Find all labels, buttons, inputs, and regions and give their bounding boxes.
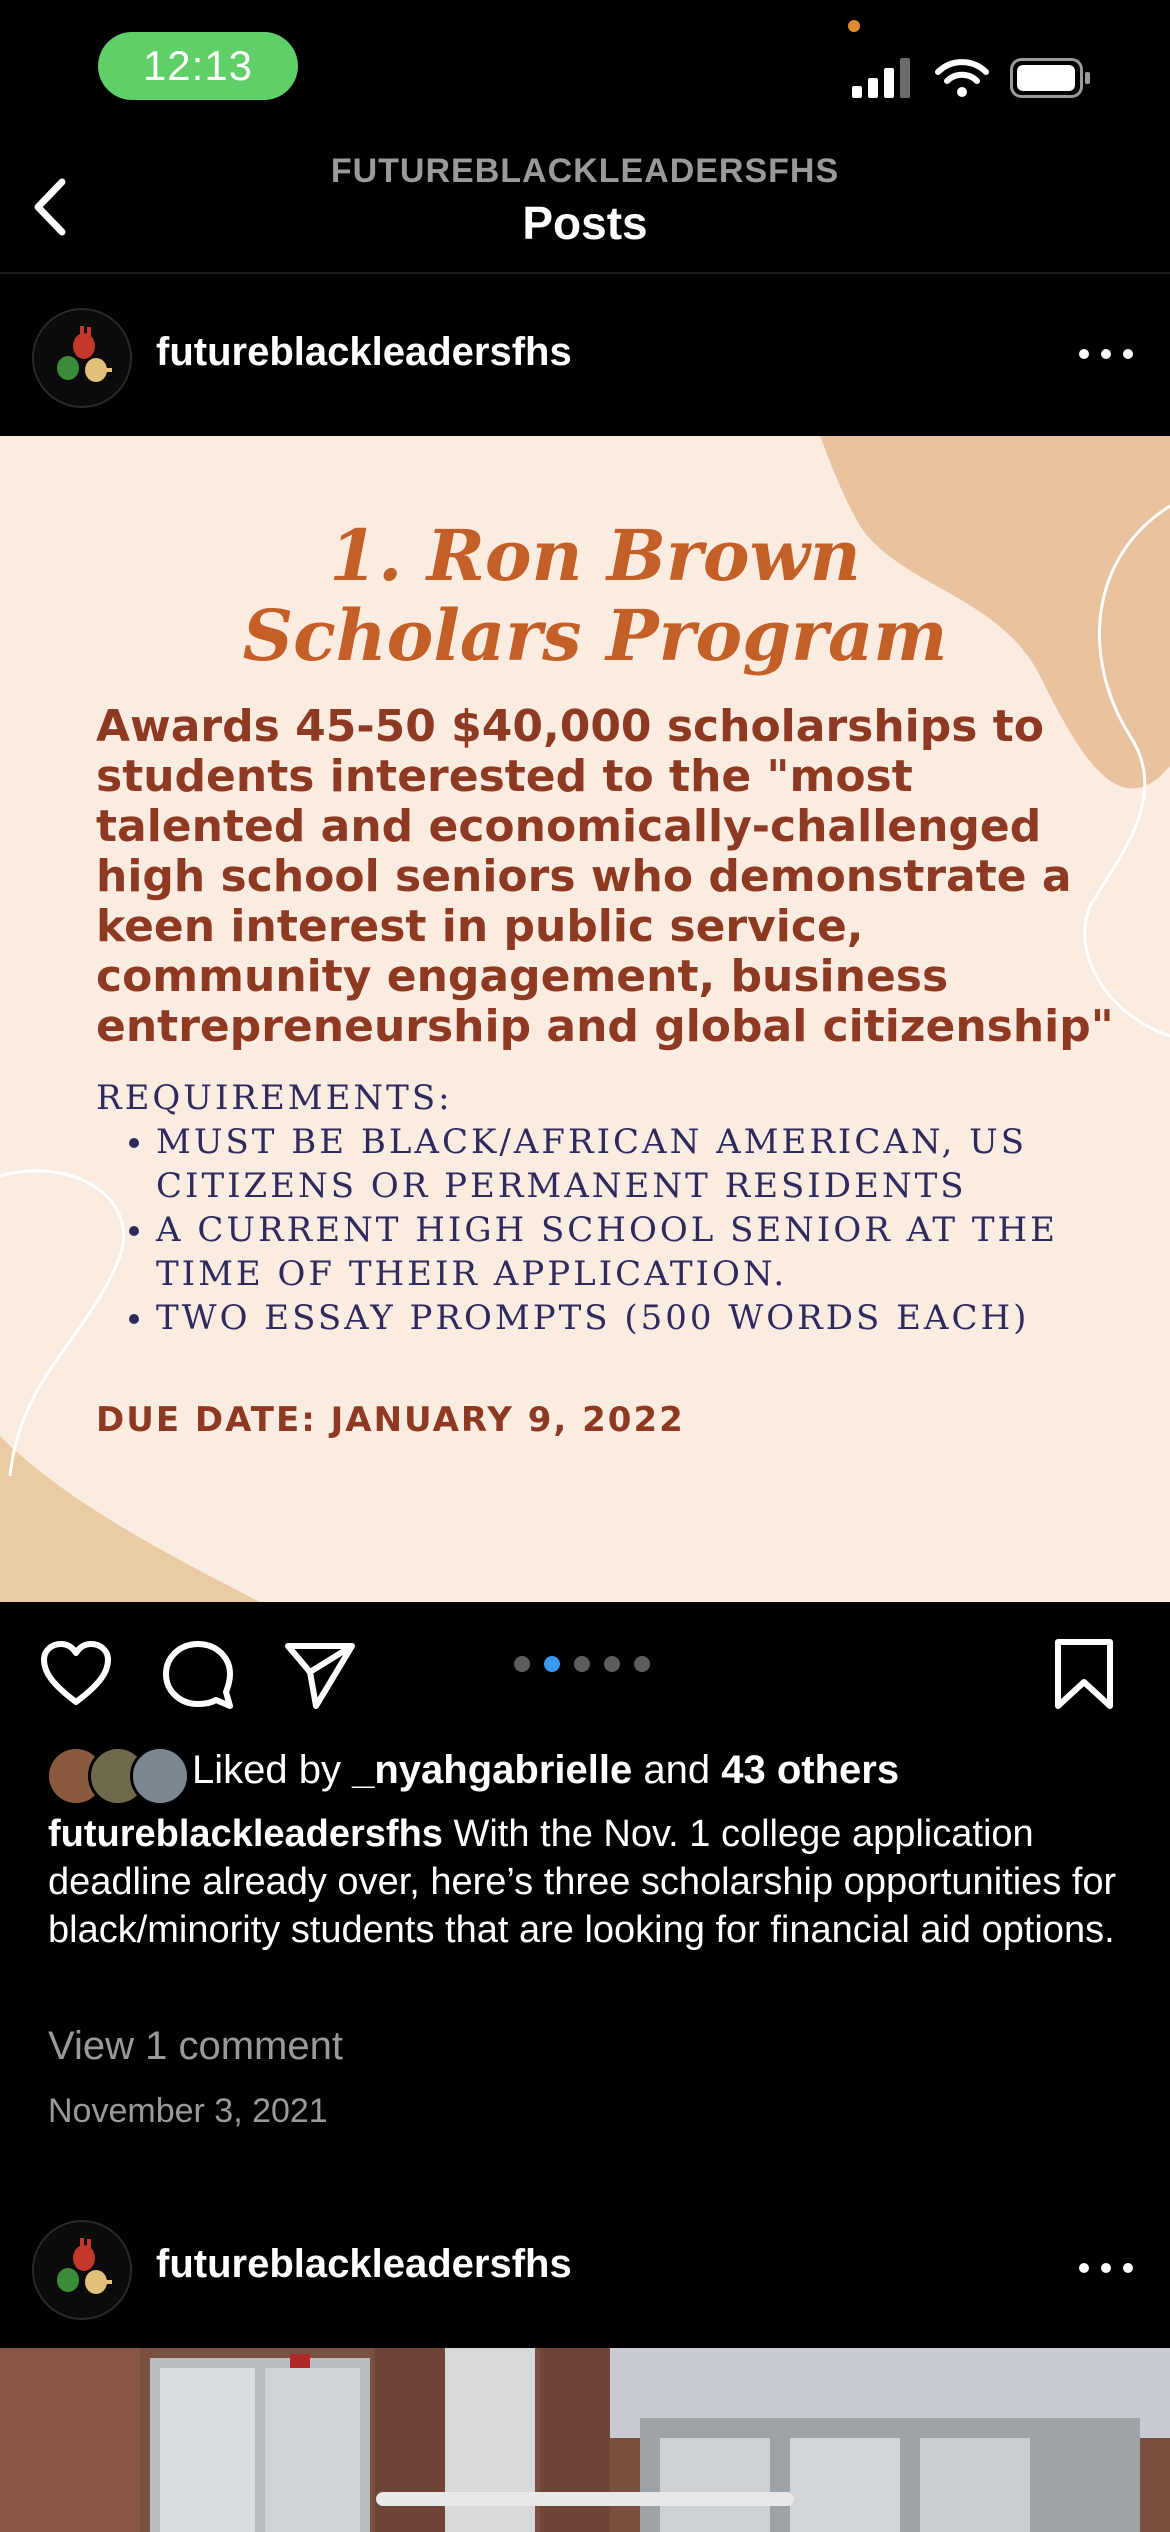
due-date: DUE DATE: JANUARY 9, 2022: [96, 1400, 685, 1440]
post-date: November 3, 2021: [48, 2092, 328, 2130]
caption-text: With the Nov. 1 college application deadline already over, here’s three scholarship opportunities for black/minority students that are looking for financial aid options.: [48, 1813, 1117, 1951]
battery-icon: [1010, 58, 1092, 98]
post-image[interactable]: [0, 436, 1170, 1602]
scholarship-description: Awards 45-50 $40,000 scholarships to students interested to the "most talented and economically-challenged high school seniors who demonstrate a keen interest in public service, community engagement, business entrepreneurship and global citizenship": [96, 701, 1114, 1052]
likes-prefix: Liked by: [192, 1748, 341, 1792]
header-divider: [0, 272, 1170, 274]
requirements-list: [96, 1120, 1096, 1340]
status-time: 12:13: [98, 32, 298, 100]
carousel-dot: [634, 1656, 650, 1672]
requirements-label: REQUIREMENTS:: [96, 1078, 453, 1118]
liker-avatar[interactable]: [130, 1746, 190, 1806]
carousel-dot: [604, 1656, 620, 1672]
privacy-indicator: [848, 20, 860, 32]
avatar[interactable]: [32, 308, 132, 408]
caption-username[interactable]: futureblackleadersfhs: [48, 1813, 443, 1855]
handprint-logo-icon: [34, 2222, 130, 2318]
header-account-name: FUTUREBLACKLEADERSFHS: [330, 152, 840, 190]
post-username[interactable]: futureblackleadersfhs: [156, 330, 572, 374]
scholarship-title-line-1: 1. Ron Brown: [329, 514, 861, 597]
requirement-item: • MUST BE BLACK/AFRICAN AMERICAN, US CITIZENS OR PERMANENT RESIDENTS: [156, 1120, 1096, 1208]
bookmark-icon[interactable]: [1046, 1636, 1122, 1712]
likes-summary[interactable]: [192, 1748, 899, 1793]
carousel-indicator: [514, 1656, 650, 1672]
requirement-item: • A CURRENT HIGH SCHOOL SENIOR AT THE TIME OF THEIR APPLICATION.: [156, 1208, 1096, 1296]
home-indicator[interactable]: [376, 2492, 794, 2506]
requirement-item: • TWO ESSAY PROMPTS (500 WORDS EACH): [156, 1296, 1096, 1340]
more-icon[interactable]: [1076, 344, 1136, 364]
handprint-logo-icon: [34, 310, 130, 406]
share-icon[interactable]: [282, 1636, 358, 1712]
carousel-dot-active: [544, 1656, 560, 1672]
heart-icon[interactable]: [38, 1636, 114, 1712]
cellular-signal-icon: [852, 58, 914, 98]
wifi-icon: [934, 56, 990, 98]
scholarship-title-line-2: Scholars Program: [242, 594, 948, 677]
likes-joiner: and: [643, 1748, 711, 1792]
comment-icon[interactable]: [160, 1636, 236, 1712]
carousel-dot: [514, 1656, 530, 1672]
page-title: Posts: [522, 197, 648, 249]
more-icon[interactable]: [1076, 2258, 1136, 2278]
post-username[interactable]: futureblackleadersfhs: [156, 2242, 572, 2286]
avatar[interactable]: [32, 2220, 132, 2320]
view-comments-link[interactable]: View 1 comment: [48, 2024, 343, 2068]
carousel-dot: [574, 1656, 590, 1672]
likes-others[interactable]: 43 others: [721, 1748, 900, 1792]
post-caption: [48, 1810, 1128, 1954]
requirements-block: [96, 1076, 1096, 1340]
liker-username[interactable]: _nyahgabrielle: [352, 1748, 633, 1792]
